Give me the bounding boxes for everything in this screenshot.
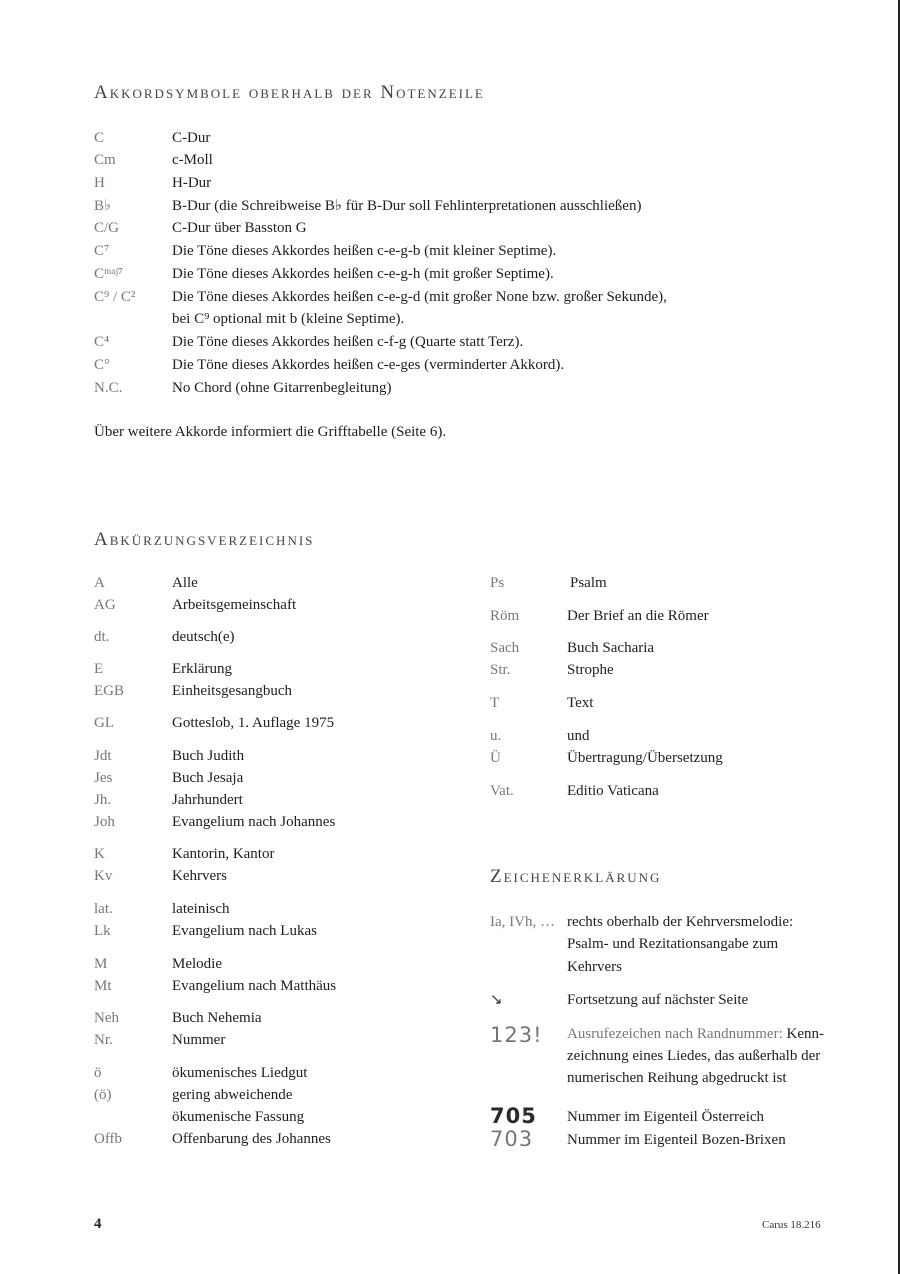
abbrev-desc: ökumenische Fassung (172, 1109, 305, 1125)
abbrev-abbr: Jes (94, 770, 113, 786)
abbrev-abbr: EGB (94, 683, 124, 699)
abbrev-desc: Buch Judith (172, 748, 245, 764)
abbrev-desc: Evangelium nach Lukas (172, 923, 317, 939)
chord-desc-continuation: bei C⁹ optional mit b (kleine Septime). (172, 311, 405, 327)
abbrev-desc: deutsch(e) (172, 629, 235, 645)
abbrev-desc: Psalm (570, 575, 607, 591)
chord-desc: Die Töne dieses Akkordes heißen c-e-ges (verminderter Akkord). (172, 357, 565, 373)
chord-note: Über weitere Akkorde informiert die Grifftabelle (Seite 6). (94, 424, 447, 440)
chord-abbr: Cm (94, 152, 116, 168)
abbrev-abbr: Ü (490, 750, 501, 766)
abbrev-desc: Erklärung (172, 661, 232, 677)
abbrev-desc: Melodie (172, 956, 222, 972)
abbrev-desc: Text (567, 695, 594, 711)
publisher-code: Carus 18.216 (762, 1219, 821, 1231)
chord-abbr: H (94, 175, 105, 191)
abbrev-desc: Kehrvers (172, 868, 227, 884)
exclaim-desc-rest: Kenn- (782, 1026, 824, 1042)
abbrev-desc: Nummer (172, 1032, 226, 1048)
chord-desc: B-Dur (die Schreibweise B♭ für B-Dur soll Fehlinterpretationen ausschließen) (172, 198, 642, 214)
exclaim-symbol: 123! (490, 1023, 543, 1047)
abbrev-abbr: Röm (490, 608, 520, 624)
abbrev-abbr: Kv (94, 868, 113, 884)
abbrev-desc: ökumenisches Liedgut (172, 1065, 308, 1081)
bozen-desc: Nummer im Eigenteil Bozen-Brixen (567, 1132, 786, 1148)
abbrev-desc: Evangelium nach Matthäus (172, 978, 337, 994)
chord-section-heading: Akkordsymbole oberhalb der Notenzeile (94, 82, 485, 103)
chord-abbr: C⁹ / C² (94, 289, 136, 305)
abbrev-abbr: Ps (490, 575, 505, 591)
abbrev-abbr: Vat. (490, 783, 514, 799)
abbrev-desc: Jahrhundert (172, 792, 243, 808)
exclaim-desc (567, 1023, 824, 1045)
kehrvers-desc-line: Kehrvers (567, 959, 622, 975)
abbrev-abbr: M (94, 956, 108, 972)
chord-desc: C-Dur über Basston G (172, 220, 307, 236)
chord-desc: Die Töne dieses Akkordes heißen c-e-g-b (mit kleiner Septime). (172, 243, 557, 259)
abbrev-abbr: (ö) (94, 1087, 112, 1103)
abbrev-desc: Buch Nehemia (172, 1010, 262, 1026)
abbrev-desc: Übertragung/Übersetzung (567, 750, 723, 766)
abbrev-abbr: Mt (94, 978, 112, 994)
kehrvers-desc-line: rechts oberhalb der Kehrversmelodie: (567, 914, 794, 930)
chord-abbr: C⁴ (94, 334, 110, 350)
abbrev-desc: Evangelium nach Johannes (172, 814, 336, 830)
chord-abbr: N.C. (94, 380, 123, 396)
exclaim-desc-line: zeichnung eines Liedes, das außerhalb der (567, 1048, 821, 1064)
chord-desc: No Chord (ohne Gitarrenbegleitung) (172, 380, 392, 396)
symbols-section-heading: Zeichenerklärung (490, 866, 662, 887)
exclaim-desc-grey: Ausrufezeichen nach Randnummer: (567, 1026, 783, 1042)
abbrev-desc: Alle (172, 575, 198, 591)
chord-abbr: C/G (94, 220, 120, 236)
chord-desc: Die Töne dieses Akkordes heißen c-f-g (Quarte statt Terz). (172, 334, 524, 350)
abbrev-desc: Offenbarung des Johannes (172, 1131, 331, 1147)
chord-desc: Die Töne dieses Akkordes heißen c-e-g-h (mit großer Septime). (172, 266, 554, 282)
abbrev-abbr: T (490, 695, 500, 711)
abbrev-desc: Einheitsgesangbuch (172, 683, 292, 699)
abbrev-abbr: K (94, 846, 105, 862)
abbrev-abbr: A (94, 575, 105, 591)
chord-abbr: Cᵐᵃʲ⁷ (94, 266, 123, 282)
abbrev-section-heading: Abkürzungsverzeichnis (94, 529, 315, 550)
chord-abbr: C (94, 130, 105, 146)
abbrev-abbr: GL (94, 715, 114, 731)
arrow-icon: ↘ (490, 992, 503, 1008)
abbrev-desc: Editio Vaticana (567, 783, 659, 799)
bozen-number-symbol: 703 (490, 1127, 534, 1151)
abbrev-desc: Buch Sacharia (567, 640, 655, 656)
abbrev-desc: Buch Jesaja (172, 770, 244, 786)
abbrev-abbr: E (94, 661, 104, 677)
chord-desc: H-Dur (172, 175, 212, 191)
kehrvers-desc-line: Psalm- und Rezitationsangabe zum (567, 936, 779, 952)
arrow-desc: Fortsetzung auf nächster Seite (567, 992, 749, 1008)
chord-desc: Die Töne dieses Akkordes heißen c-e-g-d (mit großer None bzw. großer Sekunde), (172, 289, 667, 305)
abbrev-abbr: lat. (94, 901, 113, 917)
austria-desc: Nummer im Eigenteil Österreich (567, 1109, 765, 1125)
abbrev-abbr: ö (94, 1065, 102, 1081)
abbrev-desc: lateinisch (172, 901, 230, 917)
abbrev-desc: Arbeitsgemeinschaft (172, 597, 297, 613)
abbrev-abbr: Str. (490, 662, 511, 678)
abbrev-desc: gering abweichende (172, 1087, 293, 1103)
austria-number-symbol: 705 (490, 1104, 537, 1128)
abbrev-abbr: Joh (94, 814, 115, 830)
kehrvers-abbr: Ia, IVh, … (490, 914, 555, 930)
chord-desc: C-Dur (172, 130, 211, 146)
abbrev-desc: Der Brief an die Römer (567, 608, 709, 624)
abbrev-abbr: Neh (94, 1010, 119, 1026)
abbrev-abbr: u. (490, 728, 502, 744)
abbrev-desc: Strophe (567, 662, 614, 678)
chord-abbr: B♭ (94, 198, 112, 214)
chord-abbr: C⁷ (94, 243, 110, 259)
abbrev-abbr: Nr. (94, 1032, 113, 1048)
abbrev-desc: und (567, 728, 590, 744)
abbrev-abbr: Sach (490, 640, 520, 656)
chord-desc: c-Moll (172, 152, 213, 168)
abbrev-abbr: dt. (94, 629, 110, 645)
abbrev-abbr: Lk (94, 923, 111, 939)
abbrev-abbr: AG (94, 597, 116, 613)
abbrev-abbr: Jh. (94, 792, 112, 808)
abbrev-desc: Gotteslob, 1. Auflage 1975 (172, 715, 335, 731)
chord-abbr: C° (94, 357, 111, 373)
abbrev-abbr: Offb (94, 1131, 123, 1147)
abbrev-desc: Kantorin, Kantor (172, 846, 275, 862)
exclaim-desc-line: numerischen Reihung abgedruckt ist (567, 1070, 787, 1086)
page-number: 4 (94, 1216, 102, 1232)
abbrev-abbr: Jdt (94, 748, 112, 764)
